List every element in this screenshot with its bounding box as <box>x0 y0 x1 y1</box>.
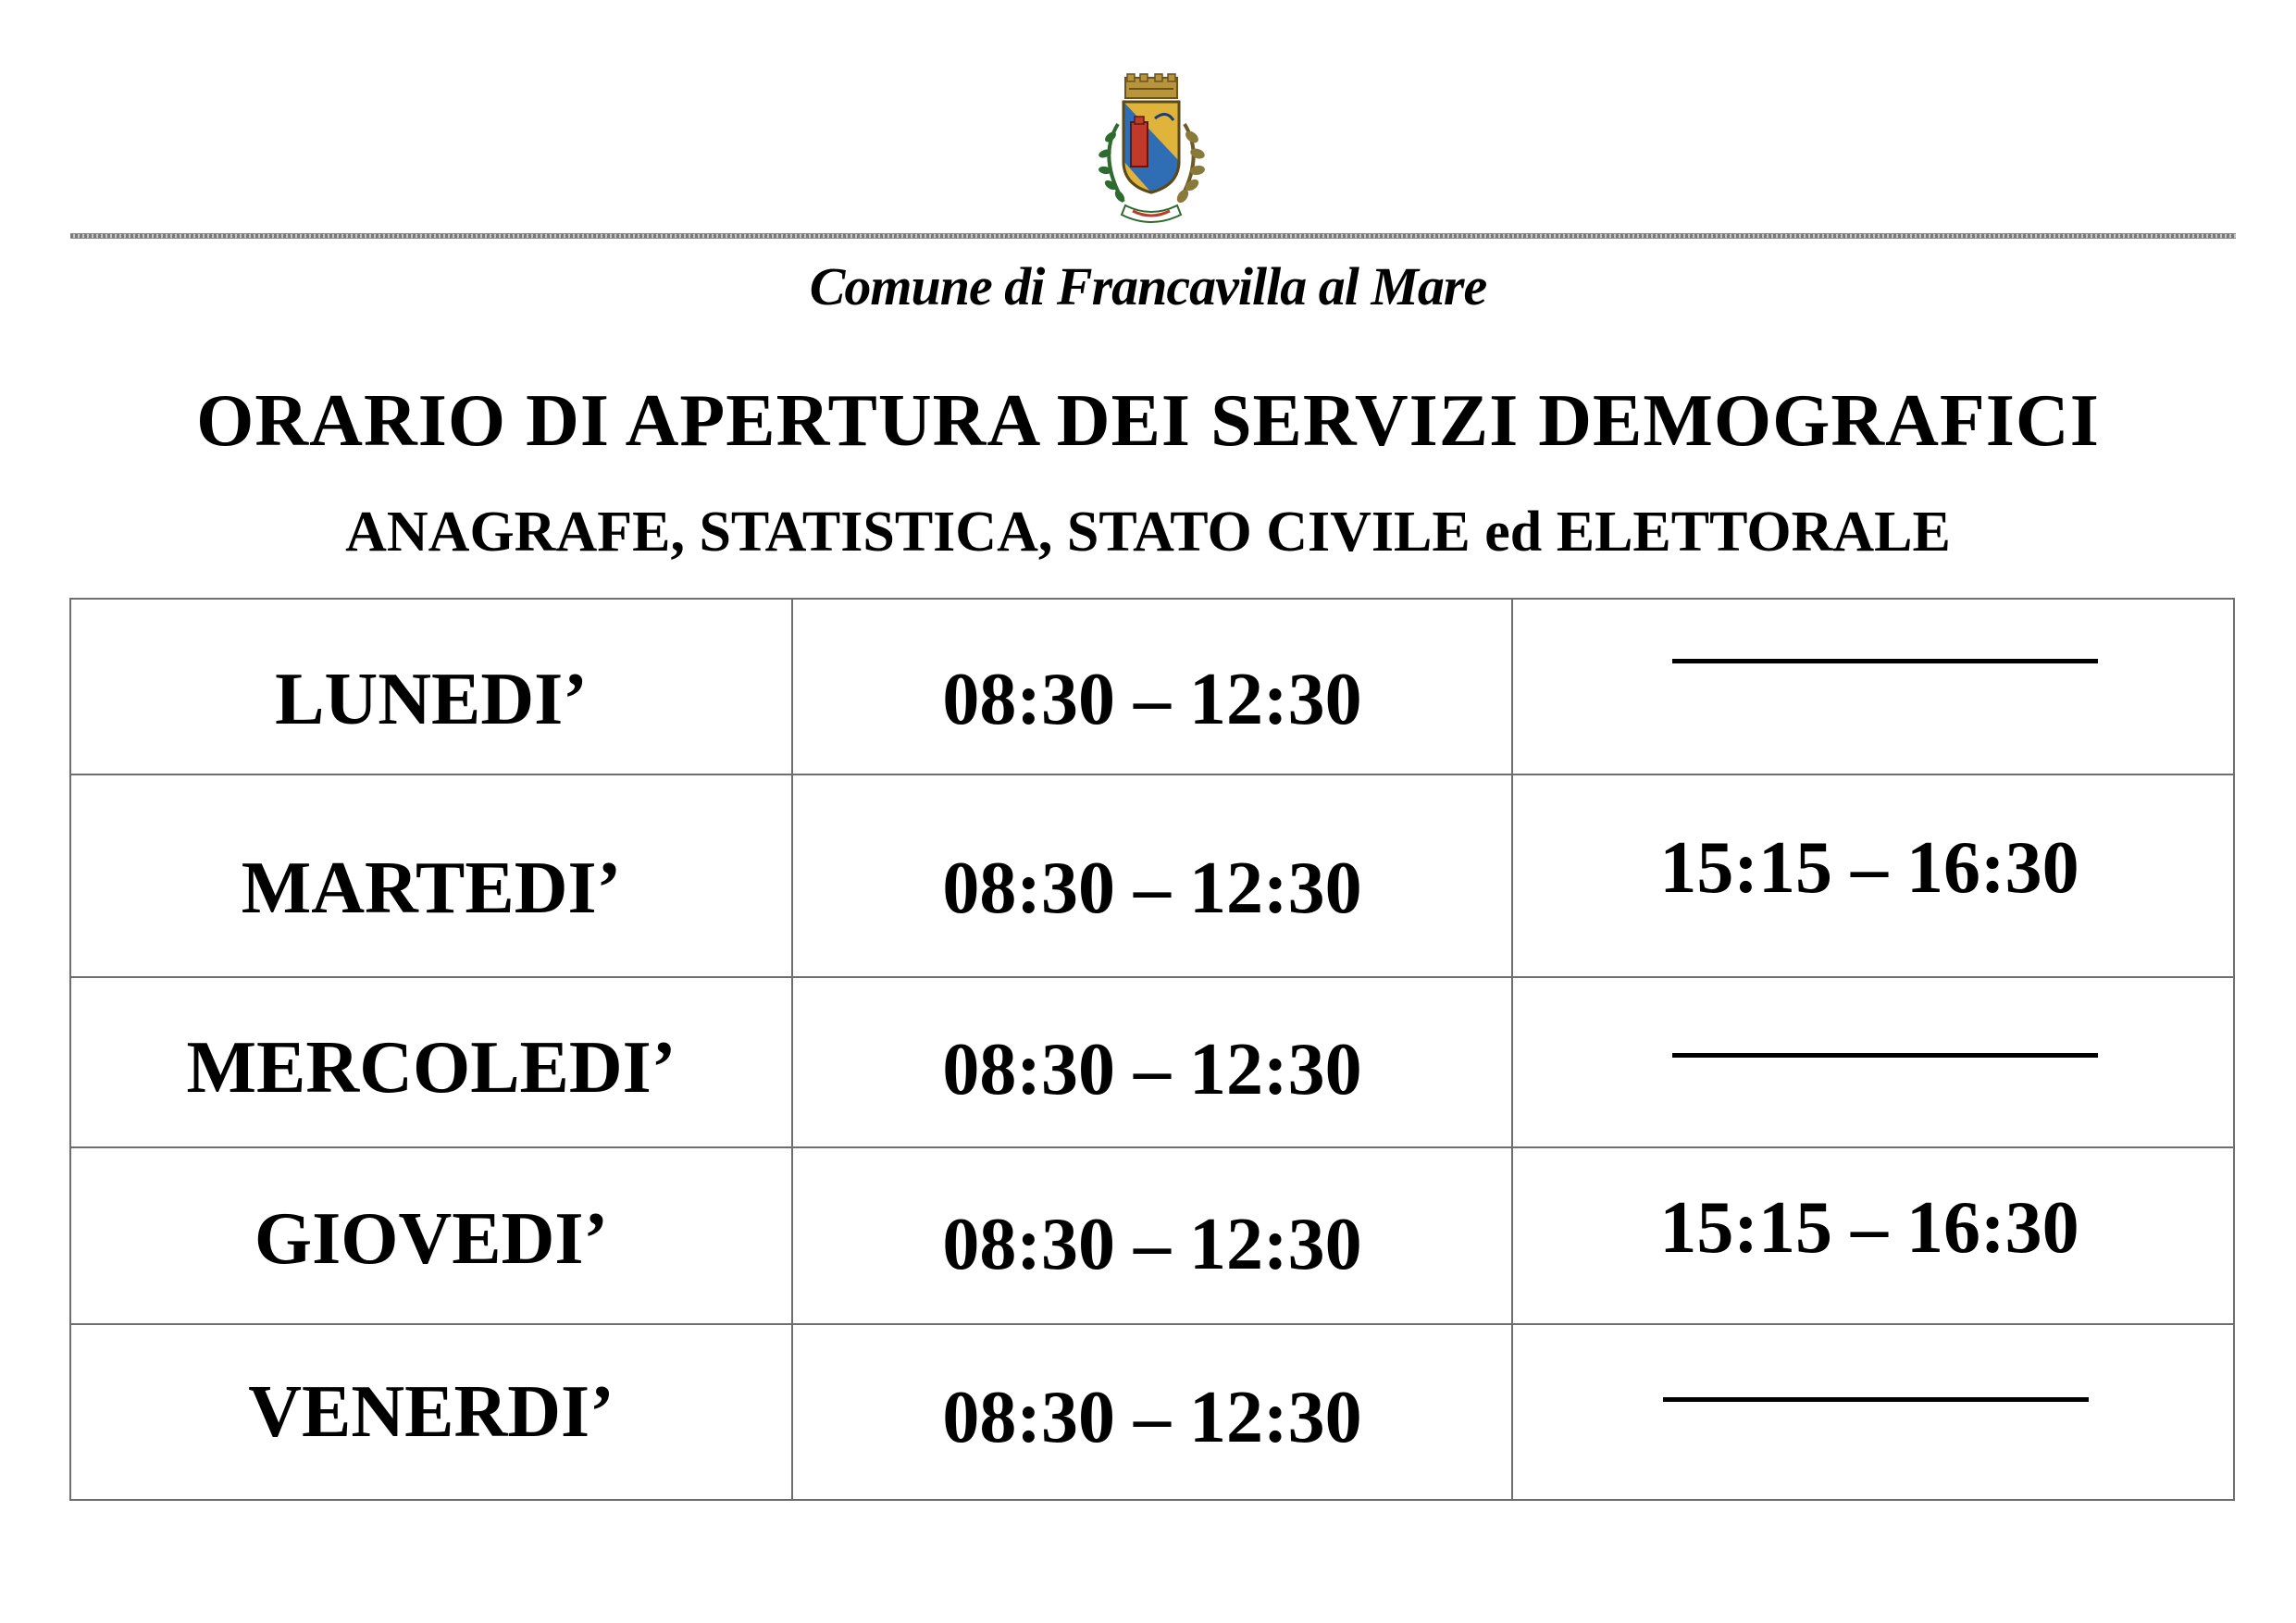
day-cell <box>70 1324 792 1500</box>
afternoon-hours-cell <box>1512 599 2234 774</box>
header-divider <box>70 233 2236 239</box>
day-label: GIOVEDI’ <box>254 1198 609 1280</box>
morning-hours-cell <box>792 1147 1512 1324</box>
afternoon-hours-cell <box>1512 774 2234 977</box>
table-row <box>70 1324 2234 1500</box>
day-cell <box>70 1147 792 1324</box>
coat-of-arms-icon <box>1077 72 1225 231</box>
afternoon-hours-cell <box>1512 1324 2234 1500</box>
afternoon-hours-cell <box>1512 1147 2234 1324</box>
table-row <box>70 977 2234 1147</box>
closed-dash-line <box>1672 1053 2098 1058</box>
table-row <box>70 1147 2234 1324</box>
morning-hours-cell <box>792 774 1512 977</box>
day-label: VENERDI’ <box>248 1370 614 1453</box>
morning-hours: 08:30 – 12:30 <box>942 848 1362 929</box>
table-row <box>70 599 2234 774</box>
morning-hours: 08:30 – 12:30 <box>942 1376 1362 1458</box>
morning-hours-cell <box>792 599 1512 774</box>
closed-dash-line <box>1672 659 2098 663</box>
municipality-name: Comune di Francavilla al Mare <box>809 256 1487 316</box>
afternoon-hours: 15:15 – 16:30 <box>1659 827 2079 909</box>
day-label: MARTEDI’ <box>241 848 622 929</box>
opening-hours-table <box>69 598 2235 1501</box>
day-label: LUNEDI’ <box>275 658 588 740</box>
table-row <box>70 774 2234 977</box>
morning-hours: 08:30 – 12:30 <box>942 1028 1362 1110</box>
afternoon-hours: 15:15 – 16:30 <box>1659 1187 2079 1269</box>
day-label: MERCOLEDI’ <box>186 1026 676 1109</box>
page-title: ORARIO DI APERTURA DEI SERVIZI DEMOGRAFICI <box>196 380 2100 462</box>
morning-hours: 08:30 – 12:30 <box>942 1204 1362 1285</box>
day-cell <box>70 774 792 977</box>
morning-hours-cell <box>792 1324 1512 1500</box>
day-cell <box>70 977 792 1147</box>
morning-hours: 08:30 – 12:30 <box>942 658 1362 740</box>
day-cell <box>70 599 792 774</box>
closed-dash-line <box>1663 1397 2089 1402</box>
afternoon-hours-cell <box>1512 977 2234 1147</box>
page-subtitle: ANAGRAFE, STATISTICA, STATO CIVILE ed ELETTORALE <box>345 501 1951 564</box>
morning-hours-cell <box>792 977 1512 1147</box>
